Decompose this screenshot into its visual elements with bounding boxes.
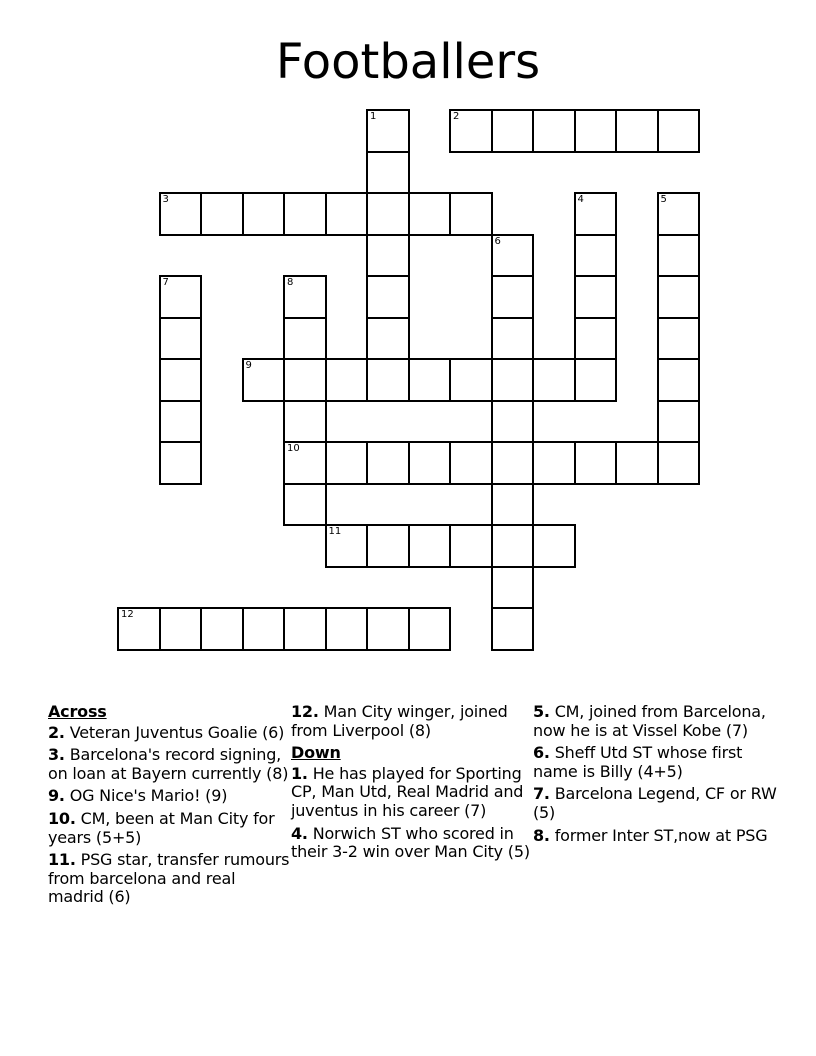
grid-cell[interactable]	[408, 192, 452, 236]
clues-column-1	[48, 703, 293, 911]
grid-cell[interactable]	[159, 317, 203, 361]
grid-cell[interactable]	[366, 607, 410, 651]
grid-cell[interactable]	[159, 400, 203, 444]
grid-cell[interactable]	[532, 109, 576, 153]
grid-cell[interactable]	[532, 358, 576, 402]
grid-cell[interactable]	[159, 275, 203, 319]
clue-number: 3	[162, 194, 169, 205]
clue-number: 6	[494, 235, 501, 247]
grid-cell[interactable]	[408, 607, 452, 651]
grid-cell[interactable]	[532, 441, 576, 485]
grid-cell[interactable]	[283, 192, 327, 236]
grid-cell[interactable]	[491, 275, 535, 319]
grid-cell[interactable]	[159, 358, 203, 402]
grid-cell[interactable]	[657, 400, 701, 444]
clue-down-7: 7. Barcelona Legend, CF or RW (5)	[533, 784, 777, 822]
grid-cell[interactable]	[657, 192, 701, 236]
grid-cell[interactable]	[117, 607, 161, 651]
grid-cell[interactable]	[532, 524, 576, 568]
clue-number: 9	[245, 360, 252, 371]
grid-cell[interactable]	[491, 109, 535, 153]
clue-number: 4	[577, 194, 584, 205]
grid-cell[interactable]	[657, 441, 701, 485]
grid-cell[interactable]	[366, 234, 410, 278]
grid-cell[interactable]	[491, 317, 535, 361]
down-heading: Down	[291, 743, 341, 763]
grid-cell[interactable]	[283, 441, 327, 485]
clue-across-12: 12. Man City winger, joined from Liverpool (8)	[291, 702, 508, 740]
grid-cell[interactable]	[449, 358, 493, 402]
grid-cell[interactable]	[657, 275, 701, 319]
grid-cell[interactable]	[491, 566, 535, 610]
grid-cell[interactable]	[615, 109, 659, 153]
clue-number: 7	[162, 277, 169, 288]
grid-cell[interactable]	[657, 317, 701, 361]
grid-cell[interactable]	[449, 441, 493, 485]
grid-cell[interactable]	[491, 441, 535, 485]
grid-cell[interactable]	[449, 524, 493, 568]
clue-across-11: 11. PSG star, transfer rumours from barcelona and real madrid (6)	[48, 850, 290, 907]
grid-cell[interactable]	[491, 524, 535, 568]
across-heading: Across	[48, 702, 107, 721]
grid-cell[interactable]	[325, 441, 369, 485]
grid-cell[interactable]	[325, 607, 369, 651]
grid-cell[interactable]	[242, 192, 286, 236]
clue-down-1: 1. He has played for Sporting CP, Man Utd, Real Madrid and juventus in his career (7)	[291, 763, 524, 820]
clue-down-5: 5. CM, joined from Barcelona, now he is at Vissel Kobe (7)	[533, 702, 766, 740]
grid-cell[interactable]	[449, 192, 493, 236]
grid-cell[interactable]	[366, 317, 410, 361]
grid-cell[interactable]	[366, 358, 410, 402]
grid-cell[interactable]	[449, 109, 493, 153]
grid-cell[interactable]	[283, 358, 327, 402]
clue-down-8: 8. former Inter ST,now at PSG	[533, 825, 768, 845]
grid-cell[interactable]	[408, 441, 452, 485]
grid-cell[interactable]	[200, 192, 244, 236]
grid-cell[interactable]	[325, 192, 369, 236]
grid-cell[interactable]	[283, 483, 327, 527]
clue-down-6: 6. Sheff Utd ST whose first name is Billy (4+5)	[533, 743, 743, 781]
grid-cell[interactable]	[159, 441, 203, 485]
grid-cell[interactable]	[408, 524, 452, 568]
clue-down-4: 4. Norwich ST who scored in their 3-2 win over Man City (5)	[291, 823, 530, 862]
grid-cell[interactable]	[615, 441, 659, 485]
clue-across-10: 10. CM, been at Man City for years (5+5)	[48, 808, 275, 847]
clue-number: 5	[660, 194, 667, 205]
clue-number: 11	[328, 526, 342, 537]
clues-column-3	[533, 703, 778, 849]
grid-cell[interactable]	[491, 234, 535, 278]
grid-cell[interactable]	[242, 358, 286, 402]
clue-number: 12	[121, 609, 134, 620]
clue-number: 1	[370, 111, 377, 122]
grid-cell[interactable]	[366, 524, 410, 568]
clue-across-3: 3. Barcelona's record signing, on loan at Bayern currently (8)	[48, 745, 289, 783]
grid-cell[interactable]	[491, 358, 535, 402]
grid-cell[interactable]	[491, 483, 535, 527]
grid-cell[interactable]	[366, 441, 410, 485]
grid-cell[interactable]	[657, 109, 701, 153]
clue-number: 8	[287, 277, 294, 288]
grid-cell[interactable]	[657, 234, 701, 278]
grid-cell[interactable]	[574, 441, 618, 485]
grid-cell[interactable]	[159, 192, 203, 236]
grid-cell[interactable]	[366, 151, 410, 195]
grid-cell[interactable]	[242, 607, 286, 651]
clue-across-2: 2. Veteran Juventus Goalie (6)	[48, 722, 285, 742]
grid-cell[interactable]	[574, 358, 618, 402]
page-title: Footballers	[275, 34, 541, 90]
clues-column-2	[291, 703, 536, 866]
grid-cell[interactable]	[283, 317, 327, 361]
clue-number: 2	[453, 111, 460, 122]
grid-cell[interactable]	[325, 524, 369, 568]
grid-cell[interactable]	[491, 400, 535, 444]
grid-cell[interactable]	[283, 275, 327, 319]
grid-cell[interactable]	[283, 607, 327, 651]
grid-cell[interactable]	[574, 109, 618, 153]
grid-cell[interactable]	[200, 607, 244, 651]
grid-cell[interactable]	[325, 358, 369, 402]
clue-number: 10	[287, 443, 300, 454]
grid-cell[interactable]	[574, 192, 618, 236]
grid-cell[interactable]	[159, 607, 203, 651]
grid-cell[interactable]	[491, 607, 535, 651]
grid-cell[interactable]	[366, 275, 410, 319]
grid-cell[interactable]	[657, 358, 701, 402]
grid-cell[interactable]	[574, 317, 618, 361]
grid-cell[interactable]	[366, 192, 410, 236]
grid-cell[interactable]	[366, 109, 410, 153]
grid-cell[interactable]	[574, 275, 618, 319]
grid-cell[interactable]	[574, 234, 618, 278]
grid-cell[interactable]	[408, 358, 452, 402]
clue-across-9: 9. OG Nice's Mario! (9)	[48, 786, 228, 806]
grid-cell[interactable]	[283, 400, 327, 444]
